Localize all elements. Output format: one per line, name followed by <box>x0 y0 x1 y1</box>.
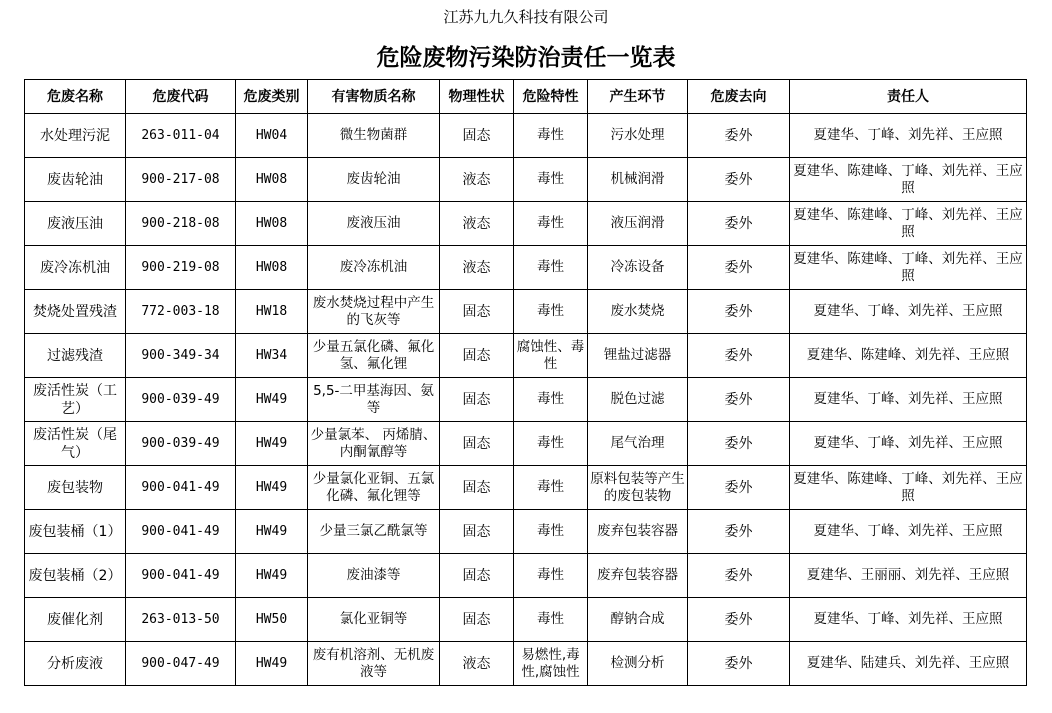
cell-hazard-property: 毒性 <box>514 290 588 334</box>
cell-substance: 少量氯苯、 丙烯腈、内酮氰醇等 <box>308 422 440 466</box>
cell-process: 尾气治理 <box>588 422 688 466</box>
cell-waste-code: 900-041-49 <box>126 510 236 554</box>
cell-waste-code: 263-013-50 <box>126 598 236 642</box>
cell-waste-category: HW49 <box>236 642 308 686</box>
cell-hazard-property: 毒性 <box>514 466 588 510</box>
header-destination: 危废去向 <box>688 80 790 114</box>
table-row <box>25 378 1027 422</box>
cell-waste-code: 900-219-08 <box>126 246 236 290</box>
cell-physical-state: 固态 <box>440 466 514 510</box>
cell-waste-category: HW08 <box>236 246 308 290</box>
table-row <box>25 246 1027 290</box>
cell-hazard-property: 易燃性,毒性,腐蚀性 <box>514 642 588 686</box>
cell-process: 原料包装等产生的废包装物 <box>588 466 688 510</box>
cell-process: 脱色过滤 <box>588 378 688 422</box>
company-name: 江苏九九久科技有限公司 <box>443 8 609 26</box>
cell-process: 污水处理 <box>588 114 688 158</box>
table-row <box>25 510 1027 554</box>
cell-waste-name: 水处理污泥 <box>25 114 126 158</box>
cell-waste-category: HW50 <box>236 598 308 642</box>
cell-destination: 委外 <box>688 422 790 466</box>
table-row <box>25 598 1027 642</box>
cell-substance: 少量五氯化磷、氟化氢、氟化锂 <box>308 334 440 378</box>
cell-substance: 废冷冻机油 <box>308 246 440 290</box>
cell-process: 冷冻设备 <box>588 246 688 290</box>
cell-waste-category: HW49 <box>236 554 308 598</box>
cell-substance: 少量三氯乙酰氯等 <box>308 510 440 554</box>
cell-process: 液压润滑 <box>588 202 688 246</box>
cell-hazard-property: 毒性 <box>514 510 588 554</box>
cell-responsible: 夏建华、陈建峰、丁峰、刘先祥、王应照 <box>790 158 1027 202</box>
cell-waste-code: 900-217-08 <box>126 158 236 202</box>
cell-substance: 废有机溶剂、无机废液等 <box>308 642 440 686</box>
cell-waste-name: 废液压油 <box>25 202 126 246</box>
cell-responsible: 夏建华、丁峰、刘先祥、王应照 <box>790 114 1027 158</box>
cell-responsible: 夏建华、丁峰、刘先祥、王应照 <box>790 510 1027 554</box>
cell-physical-state: 液态 <box>440 202 514 246</box>
cell-process: 醇钠合成 <box>588 598 688 642</box>
cell-waste-category: HW49 <box>236 422 308 466</box>
cell-substance: 废水焚烧过程中产生的飞灰等 <box>308 290 440 334</box>
cell-substance: 废液压油 <box>308 202 440 246</box>
cell-physical-state: 固态 <box>440 290 514 334</box>
cell-physical-state: 固态 <box>440 554 514 598</box>
cell-substance: 氯化亚铜等 <box>308 598 440 642</box>
cell-responsible: 夏建华、丁峰、刘先祥、王应照 <box>790 290 1027 334</box>
table-row <box>25 290 1027 334</box>
cell-hazard-property: 毒性 <box>514 202 588 246</box>
cell-hazard-property: 毒性 <box>514 378 588 422</box>
cell-responsible: 夏建华、陈建峰、丁峰、刘先祥、王应照 <box>790 202 1027 246</box>
cell-waste-code: 263-011-04 <box>126 114 236 158</box>
cell-waste-code: 900-218-08 <box>126 202 236 246</box>
cell-substance: 废油漆等 <box>308 554 440 598</box>
table-row <box>25 642 1027 686</box>
cell-process: 检测分析 <box>588 642 688 686</box>
cell-process: 废弃包装容器 <box>588 554 688 598</box>
cell-waste-category: HW04 <box>236 114 308 158</box>
cell-destination: 委外 <box>688 334 790 378</box>
header-state: 物理性状 <box>440 80 514 114</box>
cell-waste-name: 废包装桶（1） <box>25 510 126 554</box>
cell-destination: 委外 <box>688 598 790 642</box>
cell-waste-code: 900-041-49 <box>126 466 236 510</box>
cell-waste-name: 废包装物 <box>25 466 126 510</box>
cell-physical-state: 固态 <box>440 422 514 466</box>
cell-hazard-property: 毒性 <box>514 554 588 598</box>
cell-waste-name: 废包装桶（2） <box>25 554 126 598</box>
table-row <box>25 334 1027 378</box>
cell-responsible: 夏建华、丁峰、刘先祥、王应照 <box>790 378 1027 422</box>
header-name: 危废名称 <box>25 80 126 114</box>
cell-destination: 委外 <box>688 554 790 598</box>
cell-substance: 废齿轮油 <box>308 158 440 202</box>
cell-waste-code: 900-047-49 <box>126 642 236 686</box>
cell-waste-code: 772-003-18 <box>126 290 236 334</box>
cell-waste-category: HW08 <box>236 202 308 246</box>
cell-physical-state: 固态 <box>440 510 514 554</box>
cell-substance: 微生物菌群 <box>308 114 440 158</box>
header-process: 产生环节 <box>588 80 688 114</box>
cell-waste-name: 过滤残渣 <box>25 334 126 378</box>
cell-waste-code: 900-041-49 <box>126 554 236 598</box>
cell-waste-category: HW08 <box>236 158 308 202</box>
cell-substance: 5,5-二甲基海因、氨等 <box>308 378 440 422</box>
cell-physical-state: 固态 <box>440 334 514 378</box>
header-hazard: 危险特性 <box>514 80 588 114</box>
cell-process: 锂盐过滤器 <box>588 334 688 378</box>
page-title: 危险废物污染防治责任一览表 <box>376 44 676 71</box>
cell-destination: 委外 <box>688 246 790 290</box>
cell-waste-code: 900-039-49 <box>126 422 236 466</box>
cell-waste-name: 废催化剂 <box>25 598 126 642</box>
cell-destination: 委外 <box>688 158 790 202</box>
cell-destination: 委外 <box>688 642 790 686</box>
table-row <box>25 202 1027 246</box>
cell-physical-state: 液态 <box>440 246 514 290</box>
header-code: 危废代码 <box>126 80 236 114</box>
cell-waste-category: HW49 <box>236 510 308 554</box>
cell-process: 废水焚烧 <box>588 290 688 334</box>
cell-waste-name: 分析废液 <box>25 642 126 686</box>
cell-responsible: 夏建华、丁峰、刘先祥、王应照 <box>790 422 1027 466</box>
table-row <box>25 466 1027 510</box>
cell-process: 机械润滑 <box>588 158 688 202</box>
cell-hazard-property: 毒性 <box>514 158 588 202</box>
cell-waste-code: 900-039-49 <box>126 378 236 422</box>
table-row <box>25 158 1027 202</box>
cell-responsible: 夏建华、王丽丽、刘先祥、王应照 <box>790 554 1027 598</box>
table-row <box>25 114 1027 158</box>
cell-destination: 委外 <box>688 114 790 158</box>
cell-physical-state: 液态 <box>440 642 514 686</box>
cell-destination: 委外 <box>688 466 790 510</box>
cell-responsible: 夏建华、陈建峰、丁峰、刘先祥、王应照 <box>790 466 1027 510</box>
cell-waste-category: HW34 <box>236 334 308 378</box>
cell-responsible: 夏建华、丁峰、刘先祥、王应照 <box>790 598 1027 642</box>
cell-waste-name: 废齿轮油 <box>25 158 126 202</box>
cell-hazard-property: 毒性 <box>514 114 588 158</box>
table-row <box>25 422 1027 466</box>
cell-waste-code: 900-349-34 <box>126 334 236 378</box>
cell-destination: 委外 <box>688 378 790 422</box>
cell-waste-category: HW18 <box>236 290 308 334</box>
hazardous-waste-table <box>24 79 1027 686</box>
cell-responsible: 夏建华、陈建峰、刘先祥、王应照 <box>790 334 1027 378</box>
cell-responsible: 夏建华、陆建兵、刘先祥、王应照 <box>790 642 1027 686</box>
cell-destination: 委外 <box>688 202 790 246</box>
cell-waste-name: 废活性炭（尾气） <box>25 422 126 466</box>
table-header-row <box>25 80 1027 114</box>
cell-waste-category: HW49 <box>236 378 308 422</box>
cell-hazard-property: 毒性 <box>514 598 588 642</box>
cell-physical-state: 固态 <box>440 114 514 158</box>
cell-responsible: 夏建华、陈建峰、丁峰、刘先祥、王应照 <box>790 246 1027 290</box>
cell-destination: 委外 <box>688 510 790 554</box>
cell-substance: 少量氯化亚铜、五氯化磷、氟化锂等 <box>308 466 440 510</box>
header-responsible: 责任人 <box>790 80 1027 114</box>
cell-waste-name: 废冷冻机油 <box>25 246 126 290</box>
header-category: 危废类别 <box>236 80 308 114</box>
cell-waste-name: 焚烧处置残渣 <box>25 290 126 334</box>
cell-process: 废弃包装容器 <box>588 510 688 554</box>
cell-hazard-property: 毒性 <box>514 246 588 290</box>
cell-waste-category: HW49 <box>236 466 308 510</box>
cell-physical-state: 固态 <box>440 378 514 422</box>
header-substance: 有害物质名称 <box>308 80 440 114</box>
cell-hazard-property: 腐蚀性、毒性 <box>514 334 588 378</box>
table-row <box>25 554 1027 598</box>
cell-waste-name: 废活性炭（工艺） <box>25 378 126 422</box>
cell-hazard-property: 毒性 <box>514 422 588 466</box>
cell-physical-state: 固态 <box>440 598 514 642</box>
cell-destination: 委外 <box>688 290 790 334</box>
cell-physical-state: 液态 <box>440 158 514 202</box>
